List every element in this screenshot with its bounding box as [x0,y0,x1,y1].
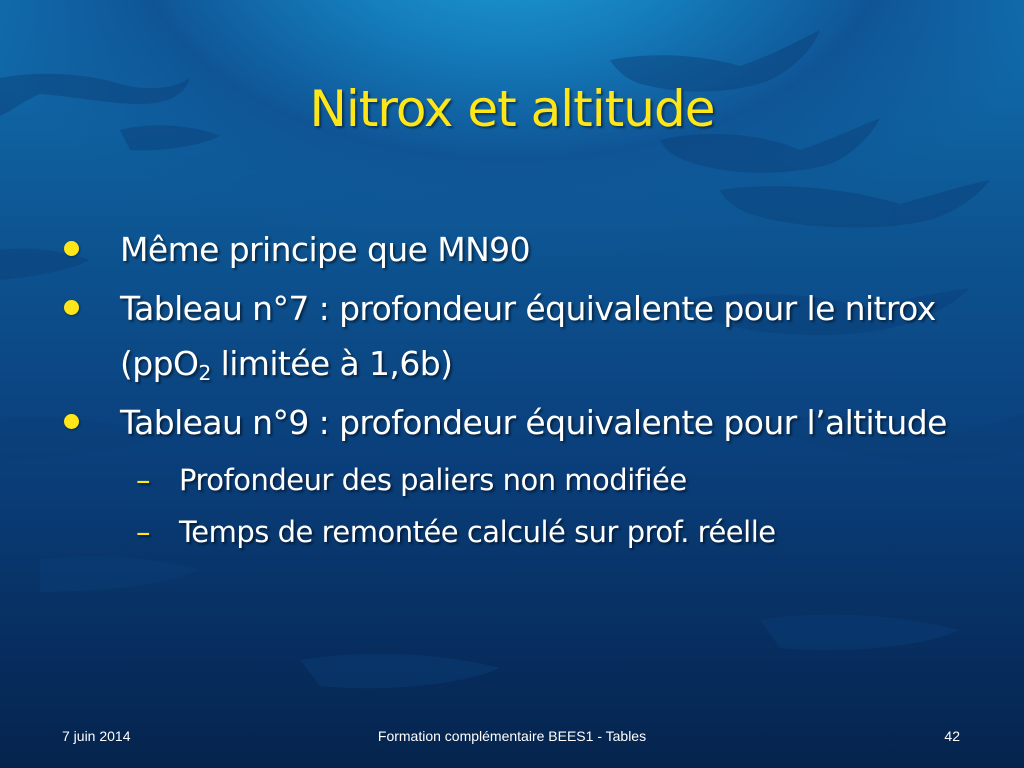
slide-number: 42 [944,728,960,744]
footer-date: 7 juin 2014 [62,728,131,744]
slide-body [58,222,978,558]
footer-title: Formation complémentaire BEES1 - Tables [377,728,647,744]
bullet-dot-icon [64,300,79,315]
sub-bullet-text: Profondeur des paliers non modifiée [179,463,687,497]
sub-bullet-text: Temps de remontée calculé sur prof. réelle [179,515,776,549]
bullet-dot-icon [64,414,79,429]
bullet-item [58,395,978,450]
dash-marker: – [136,463,150,497]
bullet-dot-icon [64,241,79,256]
bullet-text-part: limitée à 1,6b) [210,344,453,383]
bullet-item [58,222,978,277]
slide-title: Nitrox et altitude [309,80,715,138]
dash-marker: – [136,515,150,549]
bullet-text-part: Tableau n°7 : profondeur équivalente pour le nitrox (ppO [120,289,936,383]
bullet-text: Tableau n°9 : profondeur équivalente pour l’altitude [120,403,947,442]
bullet-item [58,281,978,391]
sub-bullet-item [58,454,978,506]
subscript-text: 2 [198,361,211,386]
bullet-text: Même principe que MN90 [120,230,530,269]
sub-bullet-item [58,506,978,558]
bullet-text [120,281,978,391]
